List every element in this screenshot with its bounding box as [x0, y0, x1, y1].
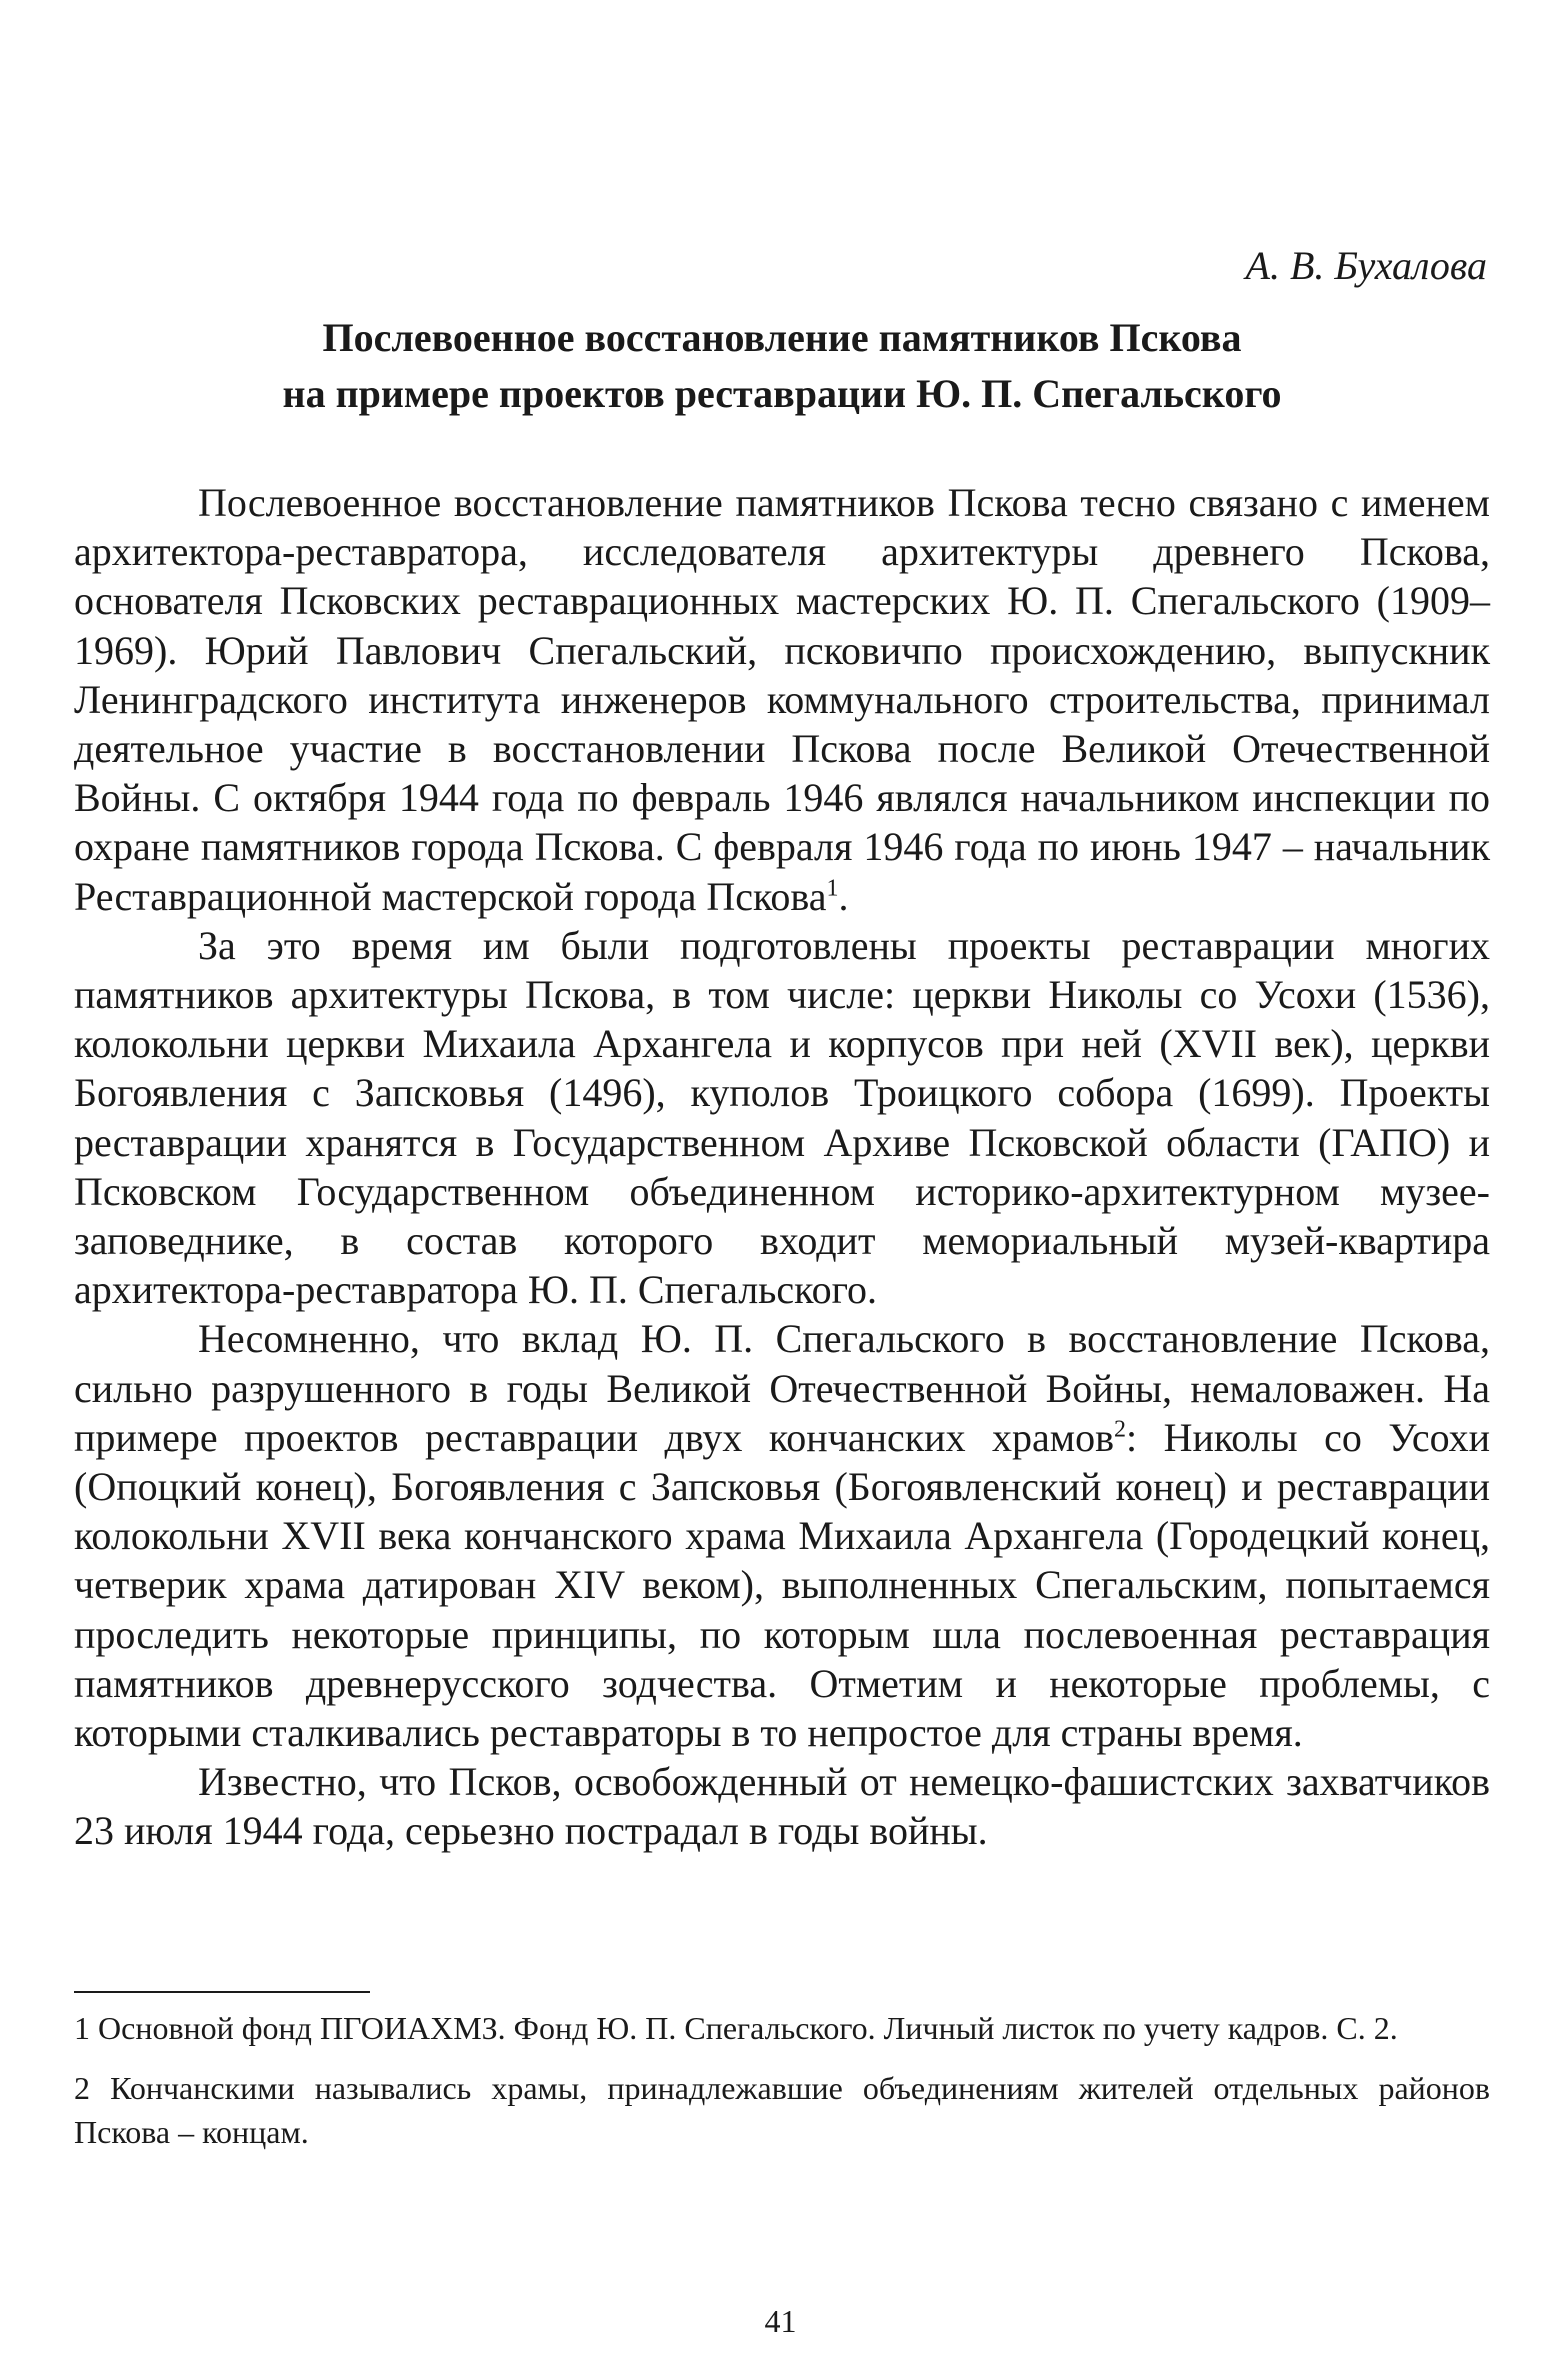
title-line: на примере проектов реставрации Ю. П. Спегальского — [282, 371, 1282, 416]
paragraph-text: За это время им были подготовлены проекты реставрации многих памятников архитектуры Пскова, в том числе: церкви Николы со Усохи (1536), колокольни церкви Михаила Архангела и корпусов при ней (XVII век), церкви Богоявления с Запсковья (1496), куполов Троицкого собора (1699). Проекты реставрации хранятся в Государственном Архиве Псковской области (ГАПО) и Псковском Государственном объединенном историко-архитектурном музее-заповеднике, в состав которого входит мемориальный музей-квартира архитектора-реставратора Ю. П. Спегальского. — [74, 922, 1490, 1313]
footnote-reference: 2 — [1114, 1416, 1126, 1443]
paragraph-text: Послевоенное восстановление памятников Пскова тесно связано с именем архитектора-реставратора, исследователя архитектуры древнего Пскова, основателя Псковских реставрационных мастерских Ю. П. Спегальского (1909–1969). Юрий Павлович Спегальский, псковичпо происхождению, выпускник Ленинградского института инженеров коммунального строительства, принимал деятельное участие в восстановлении Пскова после Великой Отечественной Войны. С октября 1944 года по февраль 1946 являлся начальником инспекции по охране памятников города Пскова. С февраля 1946 года по июнь 1947 – начальник Реставрационной мастерской города Пскова — [74, 480, 1490, 919]
title-line: Послевоенное восстановление памятников Пскова — [322, 315, 1242, 360]
paragraph-text-end: . — [838, 873, 849, 919]
footnote: 2 Кончанскими назывались храмы, принадлежавшие объединениям жителей отдельных районов Пскова – концам. — [74, 2070, 1490, 2150]
page-number: 41 — [764, 2303, 797, 2339]
article-body — [74, 478, 1490, 1856]
footnote-reference: 1 — [826, 875, 839, 902]
paragraph — [74, 1314, 1490, 1757]
footnote: 1 Основной фонд ПГОИАХМЗ. Фонд Ю. П. Спегальского. Личный листок по учету кадров. С. 2. — [74, 2010, 1398, 2046]
footnotes — [74, 2006, 1490, 2170]
footnote-separator — [74, 1991, 370, 1993]
paragraph-text: Несомненно, что вклад Ю. П. Спегальского в восстановление Пскова, сильно разрушенного в годы Великой Отечественной Войны, немаловажен. На примере проектов реставрации двух кончанских храмов — [74, 1316, 1490, 1460]
article-title — [74, 310, 1490, 422]
paragraph-text-end: : Николы со Усохи (Опоцкий конец), Богоявления с Запсковья (Богоявленский конец) и реставрации колокольни XVII века кончанского храма Михаила Архангела (Городецкий конец, четверик храма датирован XIV веком), выполненных Спегальским, попытаемся проследить некоторые принципы, по которым шла послевоенная реставрация памятников древнерусского зодчества. Отметим и некоторые проблемы, с которыми сталкивались реставраторы в то непростое для страны время. — [74, 1414, 1490, 1756]
paragraph — [74, 1757, 1490, 1855]
author-name: А. В. Бухалова — [1245, 243, 1487, 288]
paragraph-text: Известно, что Псков, освобожденный от немецко-фашистских захватчиков 23 июля 1944 года, серьезно пострадал в годы войны. — [74, 1759, 1490, 1854]
paragraph — [74, 921, 1490, 1315]
paragraph — [74, 478, 1490, 921]
